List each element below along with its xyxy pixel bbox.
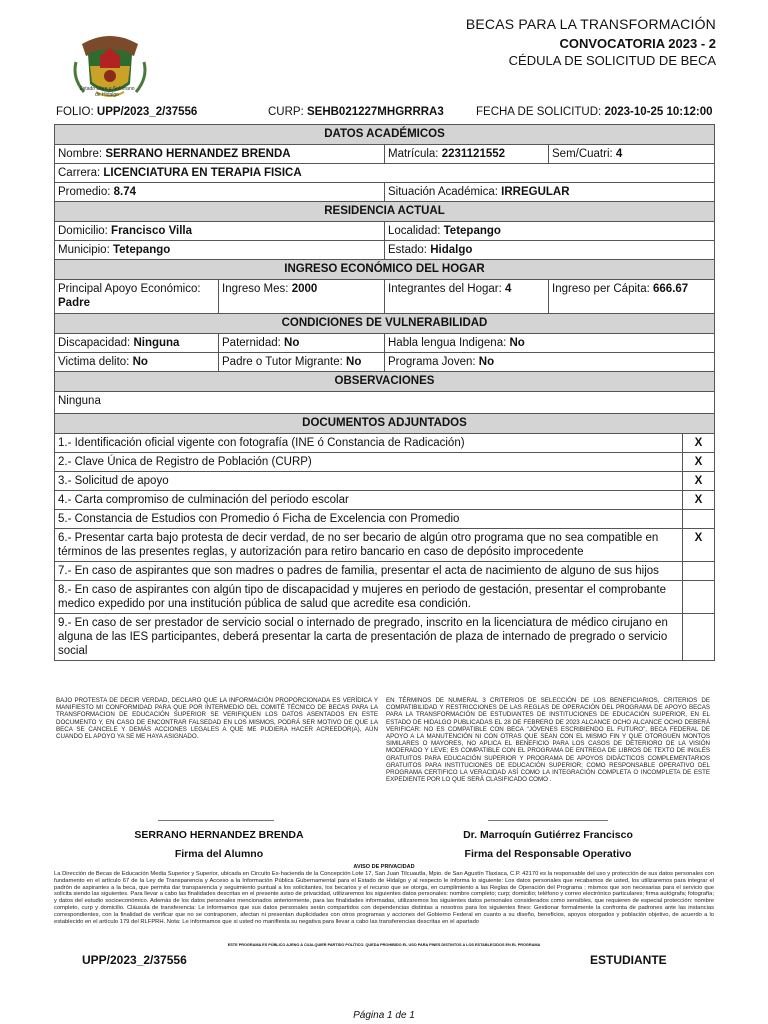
- fecha-field: [476, 106, 713, 118]
- sem-cell: Sem/Cuatri: 4: [549, 145, 715, 164]
- documento-item: 9.- En caso de ser prestador de servicio social o internado de pregrado, inscrito en la licenciatura de médico cirujano en alguna de las IES participantes, deberá presentar la carta de presentación de plaza de internado de pregrado o servicio social: [55, 614, 683, 661]
- documento-check: [683, 510, 715, 529]
- documento-check: X: [683, 434, 715, 453]
- integrantes-cell: Integrantes del Hogar: 4: [385, 280, 549, 314]
- joven-value: No: [478, 356, 495, 368]
- promedio-value: 8.74: [113, 186, 137, 198]
- fecha-value: 2023-10-25 10:12:00: [604, 106, 713, 118]
- signature-line-responsable: [488, 820, 608, 821]
- documento-item: 6.- Presentar carta bajo protesta de decir verdad, de no ser becario de algún otro programa que no sea compatible en términos de las presentes reglas, y autorización para retiro bancario en caso de depósito improcedente: [55, 529, 683, 562]
- victima-cell: Victima delito: No: [55, 353, 219, 372]
- curp-field: [268, 106, 444, 118]
- alumno-nombre: SERRANO HERNANDEZ BRENDA: [134, 829, 304, 841]
- folio-value: UPP/2023_2/37556: [96, 106, 198, 118]
- situacion-value: IRREGULAR: [501, 186, 570, 198]
- documento-item: 1.- Identificación oficial vigente con fotografía (INE ó Constancia de Radicación): [55, 434, 683, 453]
- carrera-cell: Carrera: LICENCIATURA EN TERAPIA FISICA: [55, 164, 715, 183]
- victima-value: No: [132, 356, 148, 368]
- ingreso-mes-cell: Ingreso Mes: 2000: [219, 280, 385, 314]
- nombre-value: SERRANO HERNANDEZ BRENDA: [105, 148, 291, 160]
- documento-check: X: [683, 472, 715, 491]
- ingreso-mes-value: 2000: [291, 283, 318, 295]
- matricula-cell: Matrícula: 2231121552: [385, 145, 549, 164]
- domicilio-cell: Domicilio: Francisco Villa: [55, 222, 385, 241]
- documento-check: [683, 562, 715, 581]
- sem-value: 4: [615, 148, 623, 160]
- domicilio-value: Francisco Villa: [111, 225, 193, 237]
- municipio-cell: Municipio: Tetepango: [55, 241, 385, 260]
- observaciones-text: Ninguna: [55, 392, 715, 414]
- documento-item: 7.- En caso de aspirantes que son madres o padres de familia, presentar el acta de nacimiento de alguno de sus hijos: [55, 562, 683, 581]
- apoyo-cell: Principal Apoyo Económico: Padre: [55, 280, 219, 314]
- declaracion-alumno: BAJO PROTESTA DE DECIR VERDAD, DECLARO QUE LA INFORMACIÓN PROPORCIONADA ES VERÍDICA Y MANIFIESTO MI CONFORMIDAD PARA QUE POR INTERMEDIO DEL COMITÉ TÉCNICO DE BECAS PARA LA TRANSFORMACION DE EDUCACIÓN SUPERIOR SE VERIFIQUEN LOS DATOS ASENTADOS EN ESTE DOCUMENTO Y, EN CASO DE ENCONTRAR FALSEDAD EN LOS MISMOS, PODRÁ SER MOTIVO DE QUE LA BECA SE CANCELE Y DEMÁS ACCIONES LEGALES A QUE ME PUDIERA HACER ACREEDOR(A), AÚN CUANDO EL APOYO YA SE ME HAYA ASIGNADO.: [56, 697, 378, 741]
- indigena-value: No: [509, 337, 525, 349]
- documento-item: 3.- Solicitud de apoyo: [55, 472, 683, 491]
- paternidad-value: No: [284, 337, 300, 349]
- programa-leyenda: ESTE PROGRAMA ES PÚBLICO AJENO A CUALQUIER PARTIDO POLÍTICO. QUEDA PROHIBIDO EL USO PARA FINES DISTINTOS A LOS ESTABLECIDOS EN EL PROGRAMA: [227, 943, 541, 947]
- documento-check: X: [683, 453, 715, 472]
- migrante-cell: Padre o Tutor Migrante: No: [219, 353, 385, 372]
- documento-check: X: [683, 529, 715, 562]
- section-residencia: RESIDENCIA ACTUAL: [55, 202, 715, 222]
- percapita-cell: Ingreso per Cápita: 666.67: [549, 280, 715, 314]
- documento-check: [683, 581, 715, 614]
- form-title: CÉDULA DE SOLICITUD DE BECA: [508, 53, 716, 68]
- apoyo-value: Padre: [58, 297, 90, 309]
- seal-caption: Estado Libre y Soberano de Hidalgo: [79, 86, 135, 98]
- responsable-nombre: Dr. Marroquín Gutiérrez Francisco: [463, 829, 633, 841]
- section-datos-academicos: DATOS ACADÉMICOS: [55, 125, 715, 145]
- documento-check: [683, 614, 715, 661]
- firma-alumno-label: Firma del Alumno: [174, 848, 264, 860]
- signature-line-alumno: [158, 820, 274, 821]
- aviso-privacidad-text: La Dirección de Becas de Educación Media Superior y Superior, ubicada en Circuito Ex-hacienda de la Concepción Lote 17, San Juan Tilcuautla, Mpio. de San Agustín Tlaxiaca, C.P. 42170 es la responsable del uso y protección de sus datos personales con fundamento en el artículo 67 de la Ley de Transparencia y Acceso a la Información Pública Gubernamental para el Estado de Hidalgo y al respecto le informa lo siguiente: Los datos personales que recabamos de usted, los utilizaremos para integrar el padrón de aspirantes a la beca, que permita dar transparencia y seguimiento puntual a los solicitantes, los becarios y el recurso que se otorga, en cumplimiento a las Reglas de Operación del Programa ; mismos que son necesarias para el servicio que solicita siendo las siguientes. Para llevar a cabo las finalidades descritas en el presente aviso de privacidad, utilizaremos los siguientes datos personales: nombre completo; curp; domicilio; teléfono y correo electrónico particulares; firma autógrafa; fotografía; y datos del estudio socioeconómico. Además de los datos personales mencionados anteriormente, para las finalidades informadas, utilizaremos los siguientes datos personales considerados como sensibles, que requieren de especial protección: nombre completo, curp y domicilio. Cláusula de transferencia: Le informamos que sus datos personales serán compartidos con dependencias distintas a nosotros para los siguientes fines: Gestionar formalmente la confronta de padrones ante las instancias correspondientes, con la finalidad de verificar que no se contraponen, afectan ni presentan duplicidades con otros programas y acciones del Gobierno Federal en cuanto a su diseño, beneficios, apoyos otorgados y población objetivo, de acuerdo a lo establecido en el artículo 179 del RLFPRH. Nota: Le informamos que si usted no manifiesta su negativa para llevar a cabo las transferencias descritas en el apartado: [54, 871, 714, 925]
- matricula-value: 2231121552: [441, 148, 506, 160]
- aviso-title: AVISO DE PRIVACIDAD: [353, 864, 415, 870]
- program-title: BECAS PARA LA TRANSFORMACIÓN: [465, 16, 716, 32]
- section-observaciones: OBSERVACIONES: [55, 372, 715, 392]
- documento-item: 5.- Constancia de Estudios con Promedio ó Ficha de Excelencia con Promedio: [55, 510, 683, 529]
- estado-value: Hidalgo: [430, 244, 473, 256]
- carrera-value: LICENCIATURA EN TERAPIA FISICA: [103, 167, 302, 179]
- promedio-cell: Promedio: 8.74: [55, 183, 385, 202]
- localidad-cell: Localidad: Tetepango: [385, 222, 715, 241]
- documento-check: X: [683, 491, 715, 510]
- documento-item: 8.- En caso de aspirantes con algún tipo de discapacidad y mujeres en periodo de gestación, presentar el comprobante medico expedido por una institución pública de salud que acredite esa condición.: [55, 581, 683, 614]
- indigena-cell: Habla lengua Indigena: No: [385, 334, 715, 353]
- documento-item: 2.- Clave Única de Registro de Población (CURP): [55, 453, 683, 472]
- documento-item: 4.- Carta compromiso de culminación del periodo escolar: [55, 491, 683, 510]
- percapita-value: 666.67: [653, 283, 689, 295]
- localidad-value: Tetepango: [443, 225, 501, 237]
- section-documentos: DOCUMENTOS ADJUNTADOS: [55, 414, 715, 434]
- section-vulnerabilidad: CONDICIONES DE VULNERABILIDAD: [55, 314, 715, 334]
- section-ingreso: INGRESO ECONÓMICO DEL HOGAR: [55, 260, 715, 280]
- folio-label: FOLIO:: [56, 106, 94, 118]
- curp-value: SEHB021227MHGRRRA3: [306, 106, 444, 118]
- nombre-cell: Nombre: SERRANO HERNANDEZ BRENDA: [55, 145, 385, 164]
- footer-folio: UPP/2023_2/37556: [82, 953, 187, 967]
- convocatoria-title: CONVOCATORIA 2023 - 2: [559, 36, 716, 51]
- footer-tipo: ESTUDIANTE: [590, 953, 667, 967]
- situacion-cell: Situación Académica: IRREGULAR: [385, 183, 715, 202]
- folio-field: [56, 106, 197, 118]
- firma-responsable-label: Firma del Responsable Operativo: [464, 848, 632, 860]
- declaracion-responsable: EN TÉRMINOS DE NUMERAL 3 CRITERIOS DE SELECCIÓN DE LOS BENEFICIARIOS, CRITERIOS DE COMPATIBILIDAD Y RESTRICCIONES DE LAS REGLAS DE OPERACIÓN DEL PROGRAMA DE APOYO BECAS PARA LA TRANSFORMACIÓN DE ESTUDIANTES DE INSTITUCIONES DE EDUCACIÓN SUPERIOR, EN EL ESTADO DE HIDALGO PUBLICADAS EL 28 DE FEBRERO DE 2023 ALCANCE OCHO ALCANCE OCHO DEBERÁ VERIFICAR: NO ES COMPATIBLE CON BECA "JÓVENES ESCRIBIENDO EL FUTURO", BECA FEDERAL DE APOYO A LA MANUTENCIÓN NI CON OTRAS QUE SEAN CON EL MISMO FIN Y QUE OTORGUEN MONTOS SIMILARES O MAYORES, NO APLICA EL BENEFICIO PARA LOS CASOS DE DETERIORO DE LA VISIÓN MODERADO Y LEVE; ES COMPATIBLE CON EL PROGRAMA DE ENTREGA DE LIBROS DE TEXTO DE INGLÉS GRATUITOS PARA EDUCACIÓN SUPERIOR Y PROGRAMA DE APOYOS DIDÁCTICOS COMPLEMENTARIOS GRATUITOS PARA INSTITUCIONES DE EDUCACIÓN SUPERIOR; COMO RESPONSABLE OPERATIVO DEL PROGRAMA CERTIFICO LA VERACIDAD ASÍ COMO LA INTEGRACIÓN COMPLETA O INCOMPLETA DE ESTE EXPEDIENTE POR LO QUE SERÁ CLASIFICADO COMO .: [386, 697, 710, 784]
- page-number: Página 1 de 1: [353, 1010, 415, 1021]
- estado-cell: Estado: Hidalgo: [385, 241, 715, 260]
- fecha-label: FECHA DE SOLICITUD:: [476, 106, 602, 118]
- paternidad-cell: Paternidad: No: [219, 334, 385, 353]
- migrante-value: No: [346, 356, 362, 368]
- joven-cell: Programa Joven: No: [385, 353, 715, 372]
- integrantes-value: 4: [505, 283, 512, 295]
- curp-label: CURP:: [268, 106, 304, 118]
- discapacidad-cell: Discapacidad: Ninguna: [55, 334, 219, 353]
- discapacidad-value: Ninguna: [133, 337, 180, 349]
- municipio-value: Tetepango: [112, 244, 171, 256]
- solicitud-table: [54, 124, 715, 661]
